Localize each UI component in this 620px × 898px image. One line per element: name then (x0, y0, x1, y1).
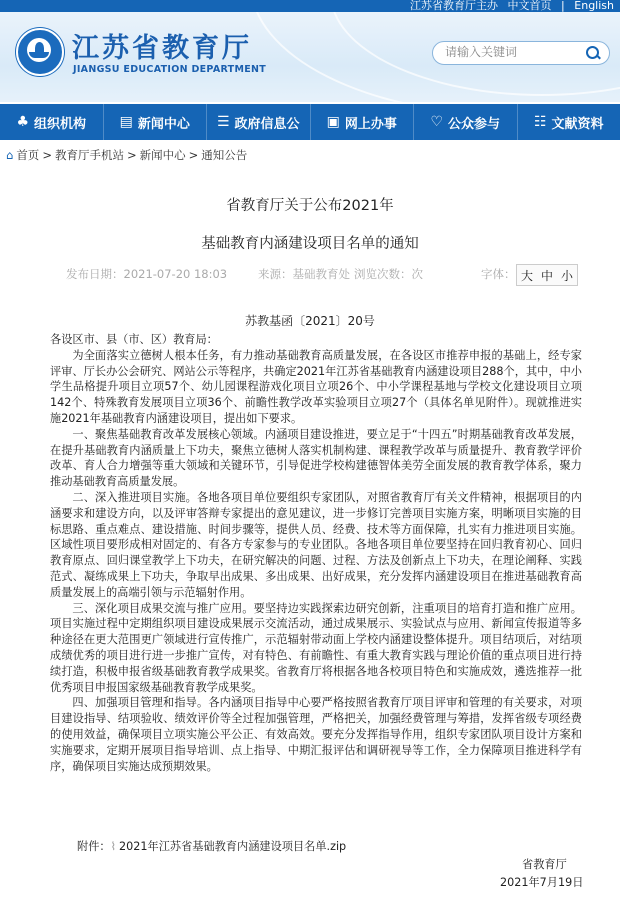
home-icon: ⌂ (6, 148, 14, 162)
site-title[interactable]: 江苏省教育厅 (72, 33, 252, 64)
article-paragraph: 为全面落实立德树人根本任务，有力推动基础教育高质量发展，在各设区市推荐申报的基础上，经专家评审、厅长办公会研究、网站公示等程序，共确定2021年江苏省基础教育内涵建设项目288个，其中，中小学生品格提升项目立项57个、幼儿园课程游戏化项目立项26个、中小学课程基地与学校文化建设项目立项142个、特殊教育发展项目立项36个、前瞻性教学改革实验项目立项27个（具体名单见附件）。现就推进实施2021年基础教育内涵建设项目，提出如下要求。 (50, 348, 582, 425)
article-title-line1: 省教育厅关于公布2021年 (226, 198, 394, 214)
attachment-label: 附件： (77, 840, 111, 853)
breadcrumb-sep: > (42, 148, 52, 162)
nav-label: 文献资料 (551, 116, 604, 132)
article-title-line2: 基础教育内涵建设项目名单的通知 (201, 236, 419, 252)
main-nav (0, 104, 620, 140)
link-english[interactable]: English (574, 0, 614, 12)
news-icon: ▤ (119, 114, 133, 130)
nav-item-news[interactable] (104, 104, 208, 140)
breadcrumb-mobile-site[interactable]: 教育厅手机站 (54, 148, 124, 162)
article-paragraph: 一、聚焦基础教育改革发展核心领域。内涵项目建设推进，要立足于“十四五”时期基础教育改革发展，在提升基础教育内涵质量上下功夫，聚焦立德树人落实机制构建、课程教学改革与质量提升、教育教学评价改革、育人合力增强等重大领域和关键环节，引导促进学校构建德智体美劳全面发展的教育教学体系，聚力推动基础教育高质量发展。 (50, 427, 582, 489)
nav-label: 网上办事 (344, 116, 397, 132)
attachment-link[interactable]: 2021年江苏省基础教育内涵建设项目名单.zip (119, 840, 347, 853)
nav-label: 新闻中心 (137, 116, 190, 132)
nav-item-documents[interactable] (518, 104, 620, 140)
site-subtitle: JIANGSU EDUCATION DEPARTMENT (73, 64, 267, 75)
font-size-large[interactable]: 大 (520, 268, 533, 283)
nav-item-online-service[interactable] (311, 104, 415, 140)
breadcrumb-notice[interactable]: 通知公告 (201, 148, 248, 162)
nav-item-organization[interactable] (0, 104, 104, 140)
nav-label: 政府信息公 (234, 116, 300, 132)
search-box (432, 41, 610, 65)
view-count: 浏览次数：次 (354, 267, 423, 281)
font-size-small[interactable]: 小 (560, 268, 573, 283)
document-number: 苏教基函〔2021〕20号 (245, 314, 375, 328)
article-body (50, 332, 582, 774)
font-size-label: 字体： (481, 267, 516, 281)
top-separator: | (561, 0, 565, 12)
sponsor-text: 江苏省教育厅主办 (410, 0, 499, 12)
nav-label: 组织机构 (34, 116, 87, 132)
info-icon: ☰ (216, 114, 230, 130)
article-paragraph: 二、深入推进项目实施。各地各项目单位要组织专家团队，对照省教育厅有关文件精神，根据项目的内涵要求和建设方向，以及评审答辩专家提出的意见建议，进一步修订完善项目实施方案，明晰项目实施的目标思路、重点难点、建设措施、时间步骤等，提供人员、经费、技术等方面保障，扎实有力推进项目实施。区域性项目要形成相对固定的、有各方专家参与的专业团队。各地各项目单位要坚持在回归教育初心、回归教育原点、回归课堂教学上下功夫，在研究解决的问题、过程、方法及创新点上下功夫，在理论阐释、实践范式、凝练成果上下功夫，争取早出成果、多出成果、出好成果，充分发挥内涵建设项目在推进基础教育高质量发展上的高端引领与示范辐射作用。 (50, 490, 582, 599)
attachment (77, 838, 346, 854)
signature: 省教育厅 (522, 858, 567, 871)
top-bar (0, 0, 620, 12)
article-paragraph: 四、加强项目管理和指导。各内涵项目指导中心要严格按照省教育厅项目评审和管理的有关要求，对项目建设指导、结项验收、绩效评价等全过程加强管理，严格把关，加强经费管理与筹措，发挥省级专项经费的使用效益，确保项目立项实施公平公正、有效高效。要充分发挥指导作用，组织专家团队项目设计方案和实施要求，定期开展项目指导培训、点上指导、中期汇报评估和调研视导等工作，全力保障项目推进科学有序，确保项目实施达成预期效果。 (50, 696, 582, 773)
nav-item-public[interactable] (414, 104, 518, 140)
heart-icon: ♡ (430, 114, 444, 130)
font-size-switcher (516, 264, 578, 286)
sign-date: 2021年7月19日 (500, 876, 584, 889)
org-icon: ♣ (16, 114, 30, 130)
attachment-icon: ⌇ (110, 840, 117, 853)
search-input[interactable] (445, 44, 575, 60)
breadcrumb-sep: > (188, 148, 199, 162)
breadcrumb (6, 147, 247, 163)
breadcrumb-sep: > (126, 148, 137, 162)
breadcrumb-news[interactable]: 新闻中心 (139, 148, 186, 162)
article-source: 来源：基础教育处 (258, 267, 350, 281)
nav-item-gov-info[interactable] (207, 104, 311, 140)
docs-icon: ☷ (533, 114, 547, 130)
monitor-icon: ▣ (326, 114, 340, 130)
nav-label: 公众参与 (448, 116, 501, 132)
department-logo-icon[interactable] (16, 28, 64, 76)
publish-date: 发布日期：2021-07-20 18:03 (66, 267, 228, 281)
article-paragraph: 三、深化项目成果交流与推广应用。要坚持边实践探索边研究创新，注重项目的培育打造和推广应用。项目实施过程中定期组织项目建设成果展示交流活动，通过成果展示、实验试点与应用、新闻宣传报道等多种途径在更大范围更广领域进行宣传推广，示范辐射带动面上学校内涵建设整体提升。项目结项后，对结项成绩优秀的项目进行进一步推广宣传，对有特色、有前瞻性、有重大教育实践与理论价值的重点项目进行持续打造，积极申报省级基础教育教学成果奖。省教育厅将根据各地各校项目特色和实施成效，遴选推荐一批优秀项目申报国家级基础教育教学成果奖。 (50, 601, 582, 694)
breadcrumb-home[interactable]: 首页 (16, 148, 40, 162)
header-banner (0, 12, 620, 102)
search-icon[interactable] (586, 46, 599, 59)
article-paragraph: 各设区市、县（市、区）教育局： (50, 333, 218, 346)
font-size-medium[interactable]: 中 (540, 268, 553, 283)
link-chinese-home[interactable]: 中文首页 (507, 0, 552, 12)
